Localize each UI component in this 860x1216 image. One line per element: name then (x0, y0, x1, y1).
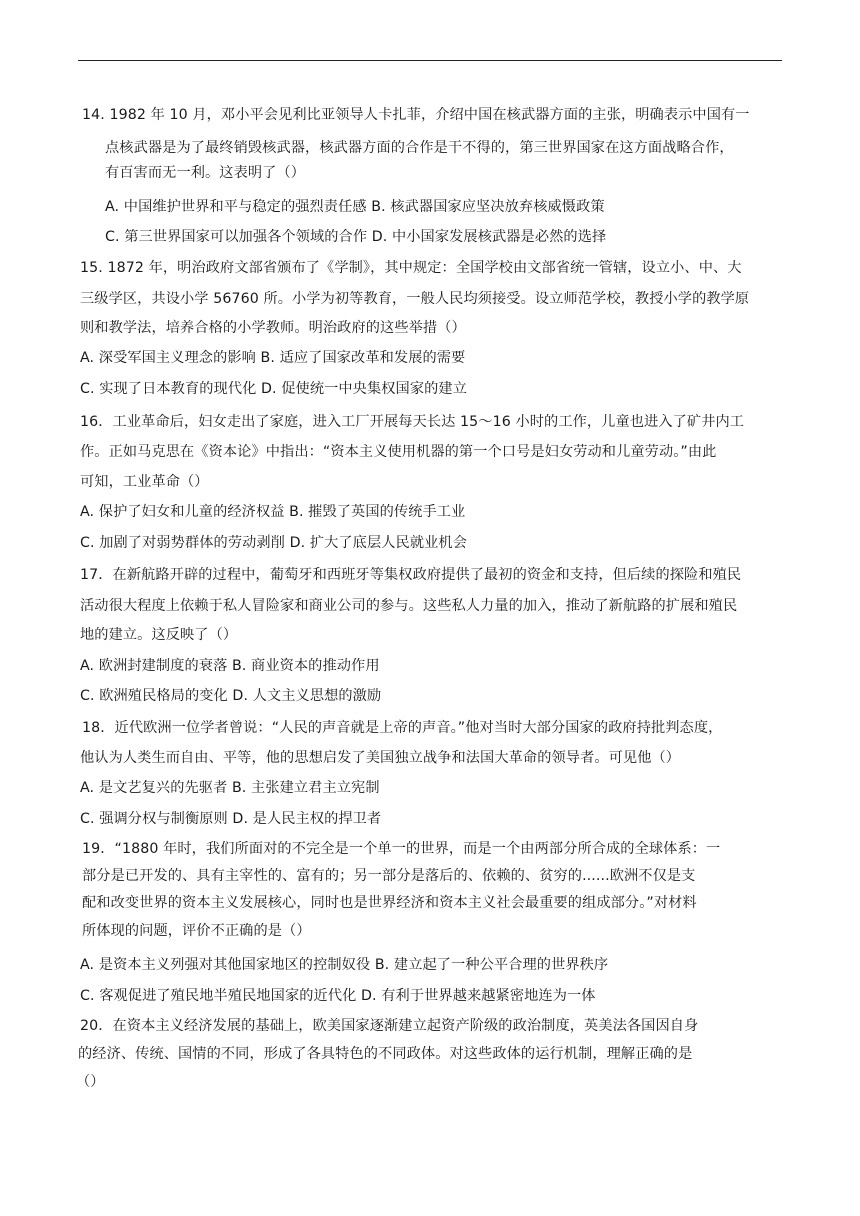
q17-stem-line-3: 地的建立。这反映了（） (80, 627, 238, 643)
q14-stem-line-1: 14. 1982 年 10 月，邓小平会见利比亚领导人卡扎菲，介绍中国在核武器方面的主张，明确表示中国有一 (82, 107, 750, 123)
q16-stem-line-2: 作。正如马克思在《资本论》中指出：“资本主义使用机器的第一个口号是妇女劳动和儿童劳动。”由此 (80, 444, 717, 460)
q15-stem-line-3: 则和教学法，培养合格的小学教师。明治政府的这些举措（） (80, 320, 466, 336)
q20-stem-line-2: 的经济、传统、国情的不同，形成了各具特色的不同政体。对这些政体的运行机制，理解正确的是 (78, 1046, 693, 1062)
q19-stem-line-4: 所体现的问题，评价不正确的是（） (82, 923, 311, 939)
q20-stem-line-1: 20．在资本主义经济发展的基础上，欧美国家逐渐建立起资产阶级的政治制度，英美法各国因自身 (80, 1018, 699, 1034)
q17-stem-line-1: 17．在新航路开辟的过程中，葡萄牙和西班牙等集权政府提供了最初的资金和支持，但后续的探险和殖民 (80, 567, 742, 583)
q19-option-line-2: C. 客观促进了殖民地半殖民地国家的近代化 D. 有利于世界越来越紧密地连为一体 (80, 988, 596, 1004)
q16-stem-line-3: 可知，工业革命（） (80, 474, 209, 490)
q16-option-line-2: C. 加剧了对弱势群体的劳动剥削 D. 扩大了底层人民就业机会 (80, 535, 467, 551)
q14-stem-line-3: 有百害而无一利。这表明了（） (105, 165, 306, 181)
q18-stem-line-2: 他认为人类生而自由、平等，他的思想启发了美国独立战争和法国大革命的领导者。可见他（） (80, 750, 681, 766)
q18-option-line-1: A. 是文艺复兴的先驱者 B. 主张建立君主立宪制 (80, 780, 380, 796)
q20-stem-line-3: （） (76, 1074, 105, 1090)
q17-option-line-2: C. 欧洲殖民格局的变化 D. 人文主义思想的激励 (80, 688, 382, 704)
q14-option-line-2: C. 第三世界国家可以加强各个领域的合作 D. 中小国家发展核武器是必然的选择 (105, 229, 607, 245)
q19-stem-line-2: 部分是已开发的、具有主宰性的、富有的；另一部分是落后的、依赖的、贫穷的......欧洲不仅是支 (82, 868, 696, 884)
header-rule (78, 60, 782, 61)
q17-stem-line-2: 活动很大程度上依赖于私人冒险家和商业公司的参与。这些私人力量的加入，推动了新航路的扩展和殖民 (80, 598, 738, 614)
q14-stem-line-2: 点核武器是为了最终销毁核武器，核武器方面的合作是干不得的，第三世界国家在这方面战略合作， (105, 140, 734, 156)
q19-stem-line-1: 19．“1880 年时，我们所面对的不完全是一个单一的世界，而是一个由两部分所合成的全球体系：一 (82, 841, 721, 857)
q17-option-line-1: A. 欧洲封建制度的衰落 B. 商业资本的推动作用 (80, 658, 380, 674)
q15-option-line-1: A. 深受军国主义理念的影响 B. 适应了国家改革和发展的需要 (80, 350, 466, 366)
q14-option-line-1: A. 中国维护世界和平与稳定的强烈责任感 B. 核武器国家应坚决放弃核威慑政策 (105, 199, 605, 215)
q19-stem-line-3: 配和改变世界的资本主义发展核心，同时也是世界经济和资本主义社会最重要的组成部分。”对材料 (82, 895, 697, 911)
q16-stem-line-1: 16．工业革命后，妇女走出了家庭，进入工厂开展每天长达 15～16 小时的工作，儿童也进入了矿井内工 (80, 414, 745, 430)
q16-option-line-1: A. 保护了妇女和儿童的经济权益 B. 摧毁了英国的传统手工业 (80, 504, 466, 520)
q15-option-line-2: C. 实现了日本教育的现代化 D. 促使统一中央集权国家的建立 (80, 381, 467, 397)
q18-option-line-2: C. 强调分权与制衡原则 D. 是人民主权的捍卫者 (80, 811, 382, 827)
q18-stem-line-1: 18．近代欧洲一位学者曾说：“人民的声音就是上帝的声音。”他对当时大部分国家的政府持批判态度， (82, 720, 723, 736)
q15-stem-line-1: 15. 1872 年，明治政府文部省颁布了《学制》，其中规定：全国学校由文部省统一管辖，设立小、中、大 (80, 260, 742, 276)
q19-option-line-1: A. 是资本主义列强对其他国家地区的控制奴役 B. 建立起了一种公平合理的世界秩序 (80, 957, 609, 973)
q15-stem-line-2: 三级学区，共设小学 56760 所。小学为初等教育，一般人民均须接受。设立师范学校，教授小学的教学原 (80, 291, 750, 307)
